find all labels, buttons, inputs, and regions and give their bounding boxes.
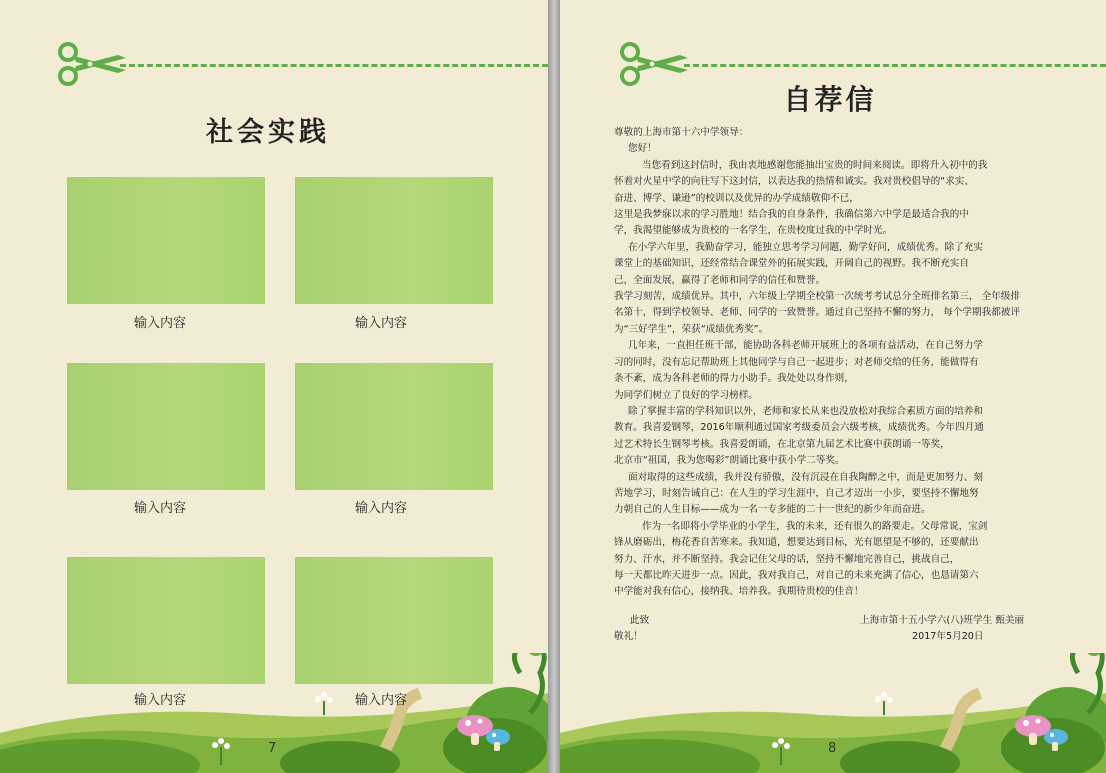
- photo-placeholder[interactable]: [67, 177, 265, 304]
- letter-line: 面对取得的这些成绩，我并没有骄傲，没有沉浸在自我陶醉之中，而是更加努力、刻: [628, 471, 983, 483]
- letter-sender: 上海市第十五小学六(八)班学生 甄美丽: [860, 614, 1025, 626]
- photo-caption: 输入内容: [354, 693, 407, 708]
- letter-line: 中学能对我有信心，接纳我、培养我。我期待贵校的佳音！: [614, 586, 864, 598]
- letter-line: 在小学六年里，我勤奋学习，能独立思考学习问题，勤学好问，成绩优秀。除了充实: [628, 241, 983, 253]
- letter-line: 您好！: [628, 143, 657, 155]
- letter-line: 学，我渴望能够成为贵校的一名学生，在贵校度过我的中学时光。: [614, 225, 893, 237]
- scissors-icon: [56, 40, 128, 88]
- letter-line: 作为一名即将小学毕业的小学生，我的未来，还有很久的路要走。父母常说，宝剑: [642, 520, 988, 532]
- photo-caption: 输入内容: [133, 693, 186, 708]
- photo-caption: 输入内容: [133, 501, 186, 516]
- letter-line: 为“三好学生”，荣获“成绩优秀奖”。: [614, 323, 769, 335]
- letter-line: 几年来，一直担任班干部，能协助各科老师开展班上的各项有益活动，在自己努力学: [628, 340, 983, 352]
- letter-line: 课堂上的基础知识，还经常结合课堂外的拓展实践，开阔自己的视野。我不断充实自: [614, 258, 969, 270]
- letter-line: 名第十，得到学校领导、老师、同学的一致赞誉。通过自己坚持不懈的努力， 每个学期我都被评: [614, 307, 1020, 319]
- photo-placeholder[interactable]: [67, 363, 265, 490]
- letter-line: 条不紊，成为各科老师的得力小助手。我处处以身作则，: [614, 373, 854, 385]
- right-page: [560, 0, 1106, 773]
- letter-salute: 敬礼！: [614, 631, 643, 643]
- letter-line: 己，全面发展，赢得了老师和同学的信任和赞誉。: [614, 274, 826, 286]
- page-gutter: [548, 0, 560, 773]
- photo-placeholder[interactable]: [295, 363, 493, 490]
- page-number: 8: [828, 741, 837, 756]
- letter-line: 锋从磨砺出，梅花香自苦寒来。我知道，想要达到目标，光有愿望是不够的，还要献出: [614, 537, 979, 549]
- letter-line: 教育。我喜爱钢琴，2016年顺利通过国家考级委员会六级考核，成绩优秀。今年四月通: [614, 422, 984, 434]
- letter-line: 力朝自己的人生目标——成为一名一专多能的二十一世纪的新少年而奋进。: [614, 504, 931, 516]
- letter-line: 北京市“祖国，我为您喝彩”朗诵比赛中获小学二等奖。: [614, 455, 845, 467]
- dashed-cut-line: [684, 64, 1106, 67]
- letter-line: 每一天都比昨天进步一点。因此，我对我自己，对自己的未来充满了信心，也恳请第六: [614, 569, 979, 581]
- scissors-icon: [618, 40, 690, 88]
- letter-line: 为同学们树立了良好的学习榜样。: [614, 389, 758, 401]
- page-number: 7: [268, 741, 277, 756]
- letter-date: 2017年5月20日: [912, 631, 984, 643]
- photo-placeholder[interactable]: [295, 177, 493, 304]
- letter-closing: 此致: [630, 614, 650, 626]
- letter-line: 苦地学习，时刻告诫自己：在人生的学习生涯中，自己才迈出一小步，要坚持不懈地努: [614, 487, 979, 499]
- page-title: 自荐信: [783, 83, 877, 116]
- cover-letter-body: [614, 125, 1052, 646]
- letter-line: 尊敬的上海市第十六中学领导：: [614, 127, 749, 138]
- letter-line: 除了掌握丰富的学科知识以外，老师和家长从来也没放松对我综合素质方面的培养和: [628, 405, 983, 417]
- page-title: 社会实践: [206, 117, 330, 148]
- photo-caption: 输入内容: [354, 316, 407, 331]
- photo-caption: 输入内容: [133, 316, 186, 331]
- letter-line: 怀着对火星中学的向往写下这封信，以表达我的热情和诚实。我对贵校倡导的“求实、: [614, 176, 974, 188]
- letter-line: 习的同时，没有忘记帮助班上其他同学与自己一起进步；对老师交给的任务，能做得有: [614, 356, 979, 368]
- photo-caption: 输入内容: [354, 501, 407, 516]
- letter-line: 奋进、博学、谦逊”的校训以及优异的办学成绩敬仰不已，: [614, 192, 859, 204]
- letter-line: 过艺术特长生钢琴考核。我喜爱朗诵，在北京第九届艺术比赛中获朗诵一等奖，: [614, 438, 950, 450]
- letter-line: 努力、汗水，并不断坚持。我会记住父母的话，坚持不懈地完善自己，挑战自己，: [614, 553, 960, 565]
- letter-line: 我学习刻苦，成绩优异。其中，六年级上学期全校第一次统考考试总分全班排名第三， 全年级排: [614, 291, 1020, 303]
- letter-line: 这里是我梦寐以求的学习胜地！结合我的自身条件，我确信第六中学是最适合我的中: [614, 209, 969, 221]
- left-page: [0, 0, 548, 773]
- letter-line: 当您看到这封信时，我由衷地感谢您能抽出宝贵的时间来阅读。即将升入初中的我: [642, 159, 988, 171]
- dashed-cut-line: [120, 64, 548, 67]
